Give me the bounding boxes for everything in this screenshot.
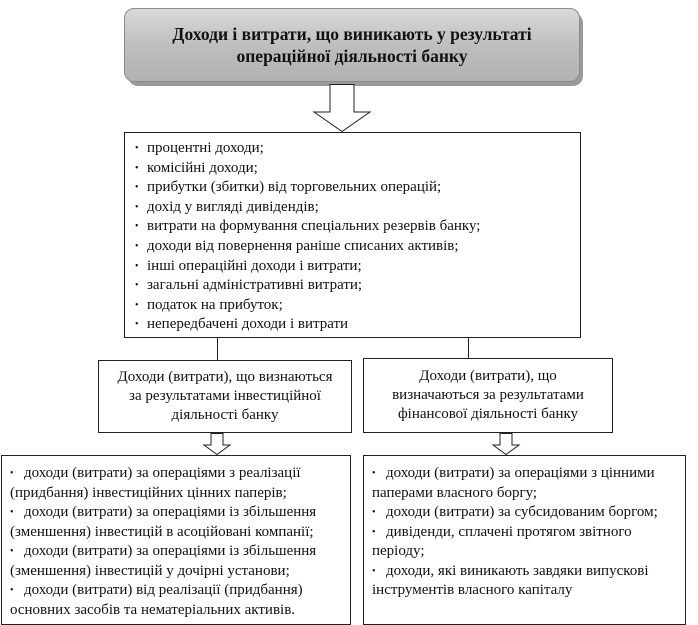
- operational-item-text: інші операційні доходи і витрати;: [147, 257, 362, 274]
- bullet-icon: •: [372, 468, 376, 479]
- operational-item: [135, 178, 570, 198]
- investment-title-line-2: за результатами інвестиційної: [129, 388, 321, 404]
- operational-item-text: дохід у вигляді дивідендів;: [147, 198, 319, 215]
- operational-item: [135, 257, 570, 277]
- bullet-icon: •: [135, 260, 139, 272]
- financial-item-text: дивіденди, сплачені протягом звітного: [386, 523, 632, 540]
- arrow-down-icon: [312, 84, 372, 132]
- investment-item-text: (зменшення) інвестицій у дочірні установи;: [10, 562, 290, 579]
- investment-item-line: [10, 523, 344, 542]
- title-box: [124, 8, 580, 82]
- title-line-1: Доходи і витрати, що виникають у результаті: [172, 24, 532, 44]
- bullet-icon: •: [135, 143, 139, 154]
- financial-item-line: [372, 523, 679, 543]
- financial-item-text: паперами власного боргу;: [372, 484, 538, 501]
- bullet-icon: •: [372, 507, 376, 518]
- operational-item-text: витрати на формування спеціальних резервів банку;: [147, 218, 481, 235]
- financial-item-line: [372, 581, 679, 600]
- bullet-icon: •: [135, 280, 139, 292]
- operational-items-list: [124, 132, 581, 338]
- investment-item-line: [10, 542, 344, 562]
- operational-item-text: непередбачені доходи і витрати: [147, 316, 349, 333]
- operational-item-text: комісійні доходи;: [147, 159, 258, 176]
- financial-item-line: [372, 484, 679, 503]
- financial-title-line-3: фінансової діяльності банку: [397, 406, 579, 422]
- bullet-icon: •: [135, 182, 139, 194]
- financial-item-line: [372, 503, 679, 523]
- investment-item-text: доходи (витрати) за операціями з реалізації: [24, 465, 301, 481]
- connector-line-left: [217, 338, 218, 360]
- bullet-icon: •: [10, 546, 14, 557]
- financial-item-text: періоду;: [372, 543, 425, 560]
- financial-item-text: доходи (витрати) за операціями з цінними: [386, 465, 655, 481]
- investment-title-line-1: Доходи (витрати), що визнаються: [117, 369, 333, 385]
- investment-item-line: [10, 581, 344, 601]
- investment-item-line: [10, 562, 344, 581]
- bullet-icon: •: [372, 565, 376, 577]
- financial-title-line-2: визначаються за результатами: [392, 387, 584, 403]
- investment-item-text: доходи (витрати) за операціями із збільшення: [24, 543, 317, 559]
- operational-item: [135, 217, 570, 237]
- operational-item: [135, 198, 570, 218]
- bullet-icon: •: [135, 319, 139, 331]
- investment-item-text: основних засобів та нематеріальних активів.: [10, 601, 296, 618]
- operational-item: [135, 159, 570, 179]
- financial-title-line-1: Доходи (витрати), що: [419, 368, 557, 384]
- title-line-2: операційної діяльності банку: [236, 46, 468, 66]
- bullet-icon: •: [135, 240, 139, 252]
- investment-title-line-3: діяльності банку: [171, 407, 279, 423]
- operational-item: [135, 296, 570, 316]
- investment-activity-box: [98, 360, 352, 433]
- operational-item-text: процентні доходи;: [147, 140, 264, 156]
- bullet-icon: •: [10, 585, 14, 596]
- financial-item-text: доходи (витрати) за субсидованим боргом;: [386, 504, 658, 520]
- financial-activity-box: [363, 358, 613, 433]
- investment-item-line: [10, 484, 344, 503]
- investment-item-text: доходи (витрати) від реалізації (придбання): [24, 582, 303, 598]
- arrow-down-icon-left: [203, 433, 231, 455]
- investment-item-line: [10, 464, 344, 484]
- bullet-icon: •: [10, 468, 14, 479]
- investment-items-list: [1, 455, 351, 625]
- operational-item: [135, 315, 570, 335]
- investment-item-text: (придбання) інвестиційних цінних паперів;: [10, 484, 287, 501]
- investment-item-text: (зменшення) інвестицій в асоційовані компанії;: [10, 523, 314, 540]
- operational-item: [135, 276, 570, 296]
- bullet-icon: •: [372, 526, 376, 538]
- investment-item-line: [10, 601, 344, 620]
- financial-item-text: інструментів власного капіталу: [372, 582, 573, 599]
- bullet-icon: •: [10, 507, 14, 518]
- operational-item-text: доходи від повернення раніше списаних активів;: [147, 237, 459, 254]
- bullet-icon: •: [135, 299, 139, 311]
- financial-item-line: [372, 542, 679, 561]
- financial-item-line: [372, 464, 679, 484]
- operational-item-text: податок на прибуток;: [147, 296, 283, 313]
- arrow-down-icon-right: [492, 433, 520, 455]
- financial-item-text: доходи, які виникають завдяки випускові: [386, 562, 649, 579]
- operational-item-text: прибутки (збитки) від торговельних операцій;: [147, 179, 442, 196]
- financial-items-list: [363, 455, 686, 625]
- bullet-icon: •: [135, 221, 139, 233]
- operational-item: [135, 237, 570, 257]
- connector-line-right: [468, 338, 469, 358]
- bullet-icon: •: [135, 201, 139, 213]
- bullet-icon: •: [135, 162, 139, 174]
- operational-item: [135, 139, 570, 159]
- investment-item-line: [10, 503, 344, 523]
- investment-item-text: доходи (витрати) за операціями із збільшення: [24, 504, 317, 520]
- financial-item-line: [372, 562, 679, 582]
- operational-item-text: загальні адміністративні витрати;: [147, 277, 363, 294]
